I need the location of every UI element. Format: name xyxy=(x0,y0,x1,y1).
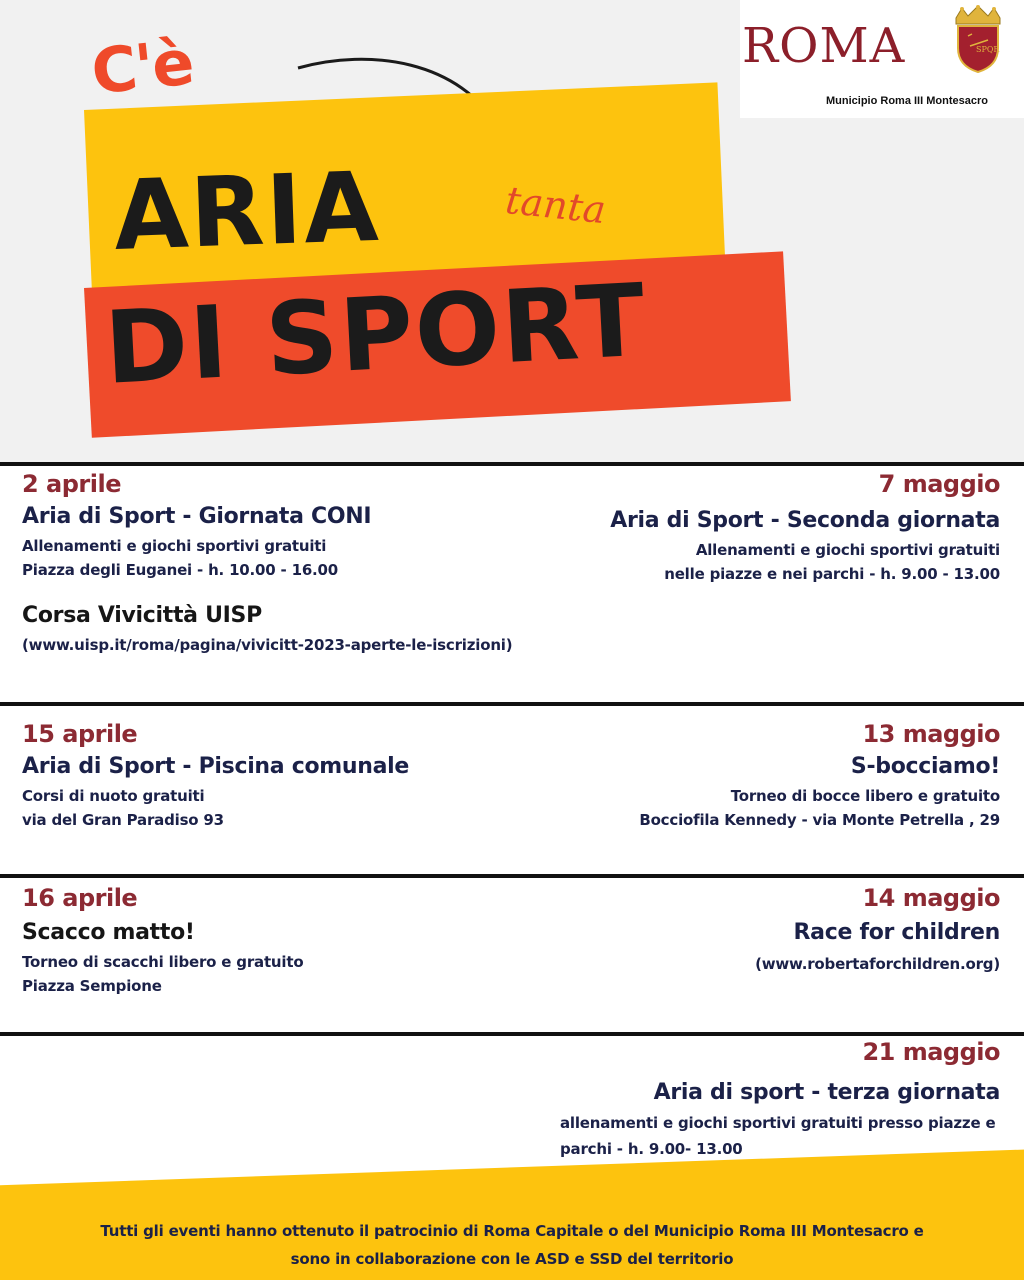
event-15-aprile xyxy=(22,720,409,829)
event-date: 14 maggio xyxy=(862,884,1000,912)
event-date: 13 maggio xyxy=(862,720,1000,748)
di-sport-heading: DI SPORT xyxy=(102,261,650,407)
event-21-maggio-details xyxy=(560,1114,995,1158)
section-divider xyxy=(0,1032,1024,1036)
event-description: allenamenti e giochi sportivi gratuiti presso piazze e xyxy=(560,1114,996,1132)
event-date: 7 maggio xyxy=(878,470,1000,498)
event-location: Piazza Sempione xyxy=(22,977,162,995)
tanta-script: tanta xyxy=(503,178,608,233)
event-link[interactable]: (www.uisp.it/roma/pagina/vivicitt-2023-aperte-le-iscrizioni) xyxy=(22,636,513,654)
event-date: 2 aprile xyxy=(22,470,121,498)
roma-logo-text: ROMA xyxy=(742,18,906,74)
event-21-maggio-title xyxy=(654,1080,1000,1105)
event-title: Aria di Sport - Giornata CONI xyxy=(22,504,372,529)
section-divider xyxy=(0,462,1024,466)
event-16-aprile xyxy=(22,884,303,995)
section-divider xyxy=(0,702,1024,706)
section-divider xyxy=(0,874,1024,878)
event-title: S-bocciamo! xyxy=(850,754,1000,779)
event-2-aprile xyxy=(22,470,512,654)
event-description: Torneo di scacchi libero e gratuito xyxy=(22,953,304,971)
event-14-maggio xyxy=(755,884,1000,973)
event-location: via del Gran Paradiso 93 xyxy=(22,811,224,829)
event-title: Aria di Sport - Seconda giornata xyxy=(610,508,1000,533)
event-title: Aria di sport - terza giornata xyxy=(653,1080,1000,1105)
event-13-maggio xyxy=(639,720,1000,829)
event-7-maggio xyxy=(610,470,1000,583)
event-date: 21 maggio xyxy=(862,1038,1000,1066)
event-location: nelle piazze e nei parchi - h. 9.00 - 13.00 xyxy=(664,565,1000,583)
aria-heading: ARIA xyxy=(112,150,382,272)
roma-crest-icon xyxy=(950,4,1006,74)
cee-heading: C'è xyxy=(88,25,196,109)
event-description: Corsi di nuoto gratuiti xyxy=(22,787,205,805)
svg-text:SPQR: SPQR xyxy=(976,45,1000,54)
event-description: Torneo di bocce libero e gratuito xyxy=(730,787,1000,805)
header-banner xyxy=(0,0,1024,462)
event-location: Piazza degli Euganei - h. 10.00 - 16.00 xyxy=(22,561,339,579)
event-description: Allenamenti e giochi sportivi gratuiti xyxy=(22,537,327,555)
municipio-label: Municipio Roma III Montesacro xyxy=(826,95,988,107)
event-title: Scacco matto! xyxy=(22,920,195,945)
event-title: Race for children xyxy=(793,920,1000,945)
event-21-maggio xyxy=(862,1038,1000,1066)
event-location: Bocciofila Kennedy - via Monte Petrella , 29 xyxy=(639,811,1000,829)
footer-line-1: Tutti gli eventi hanno ottenuto il patrocinio di Roma Capitale o del Municipio Roma III Montesacro e xyxy=(100,1222,924,1240)
event-link[interactable]: (www.robertaforchildren.org) xyxy=(755,955,1000,973)
footer-line-2: sono in collaborazione con le ASD e SSD del territorio xyxy=(290,1250,734,1268)
event-description: Allenamenti e giochi sportivi gratuiti xyxy=(695,541,1000,559)
event-title-secondary: Corsa Vivicittà UISP xyxy=(22,603,262,628)
event-date: 16 aprile xyxy=(22,884,138,912)
event-date: 15 aprile xyxy=(22,720,138,748)
event-location: parchi - h. 9.00- 13.00 xyxy=(560,1140,743,1158)
event-title: Aria di Sport - Piscina comunale xyxy=(22,754,410,779)
